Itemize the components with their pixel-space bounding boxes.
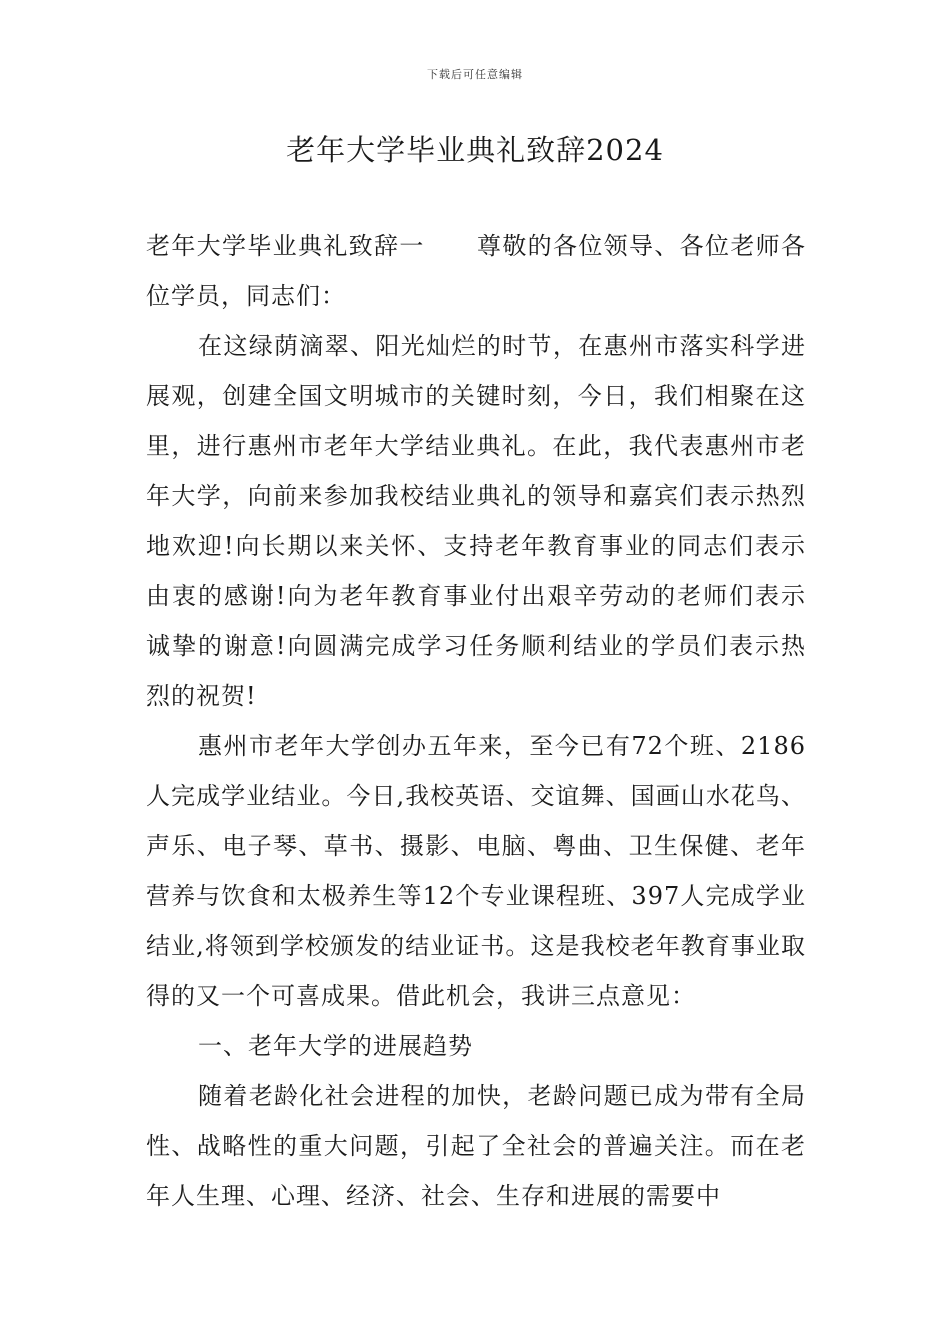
opening-line <box>146 221 806 321</box>
section-heading-1: 一、老年大学的进展趋势 <box>198 1032 473 1060</box>
opening-greeting: 尊敬的各位领导、各位老师各位学员，同志们： <box>146 232 807 310</box>
paragraph-welcome: 在这绿荫滴翠、阳光灿烂的时节，在惠州市落实科学进展观，创建全国文明城市的关键时刻，今日，我们相聚在这里，进行惠州市老年大学结业典礼。在此，我代表惠州市老年大学，向前来参加我校结业典礼的领导和嘉宾们表示热烈地欢迎!向长期以来关怀、支持老年教育事业的同志们表示由衷的感谢!向为老年教育事业付出艰辛劳动的老师们表示诚挚的谢意!向圆满完成学习任务顺利结业的学员们表示热烈的祝贺! <box>146 332 806 710</box>
document-body <box>146 221 806 1221</box>
paragraph-trend: 随着老龄化社会进程的加快，老龄问题已成为带有全局性、战略性的重大问题，引起了全社会的普遍关注。而在老年人生理、心理、经济、社会、生存和进展的需要中 <box>146 1082 806 1210</box>
opening-subtitle: 老年大学毕业典礼致辞一 <box>146 232 425 260</box>
paragraph-achievements: 惠州市老年大学创办五年来，至今已有72个班、2186人完成学业结业。今日,我校英语、交谊舞、国画山水花鸟、声乐、电子琴、草书、摄影、电脑、粤曲、卫生保健、老年营养与饮食和太极养生等12个专业课程班、397人完成学业结业,将领到学校颁发的结业证书。这是我校老年教育事业取得的又一个可喜成果。借此机会，我讲三点意见： <box>146 732 806 1010</box>
document-title: 老年大学毕业典礼致辞2024 <box>286 133 664 167</box>
header-note: 下载后可任意编辑 <box>427 68 523 81</box>
